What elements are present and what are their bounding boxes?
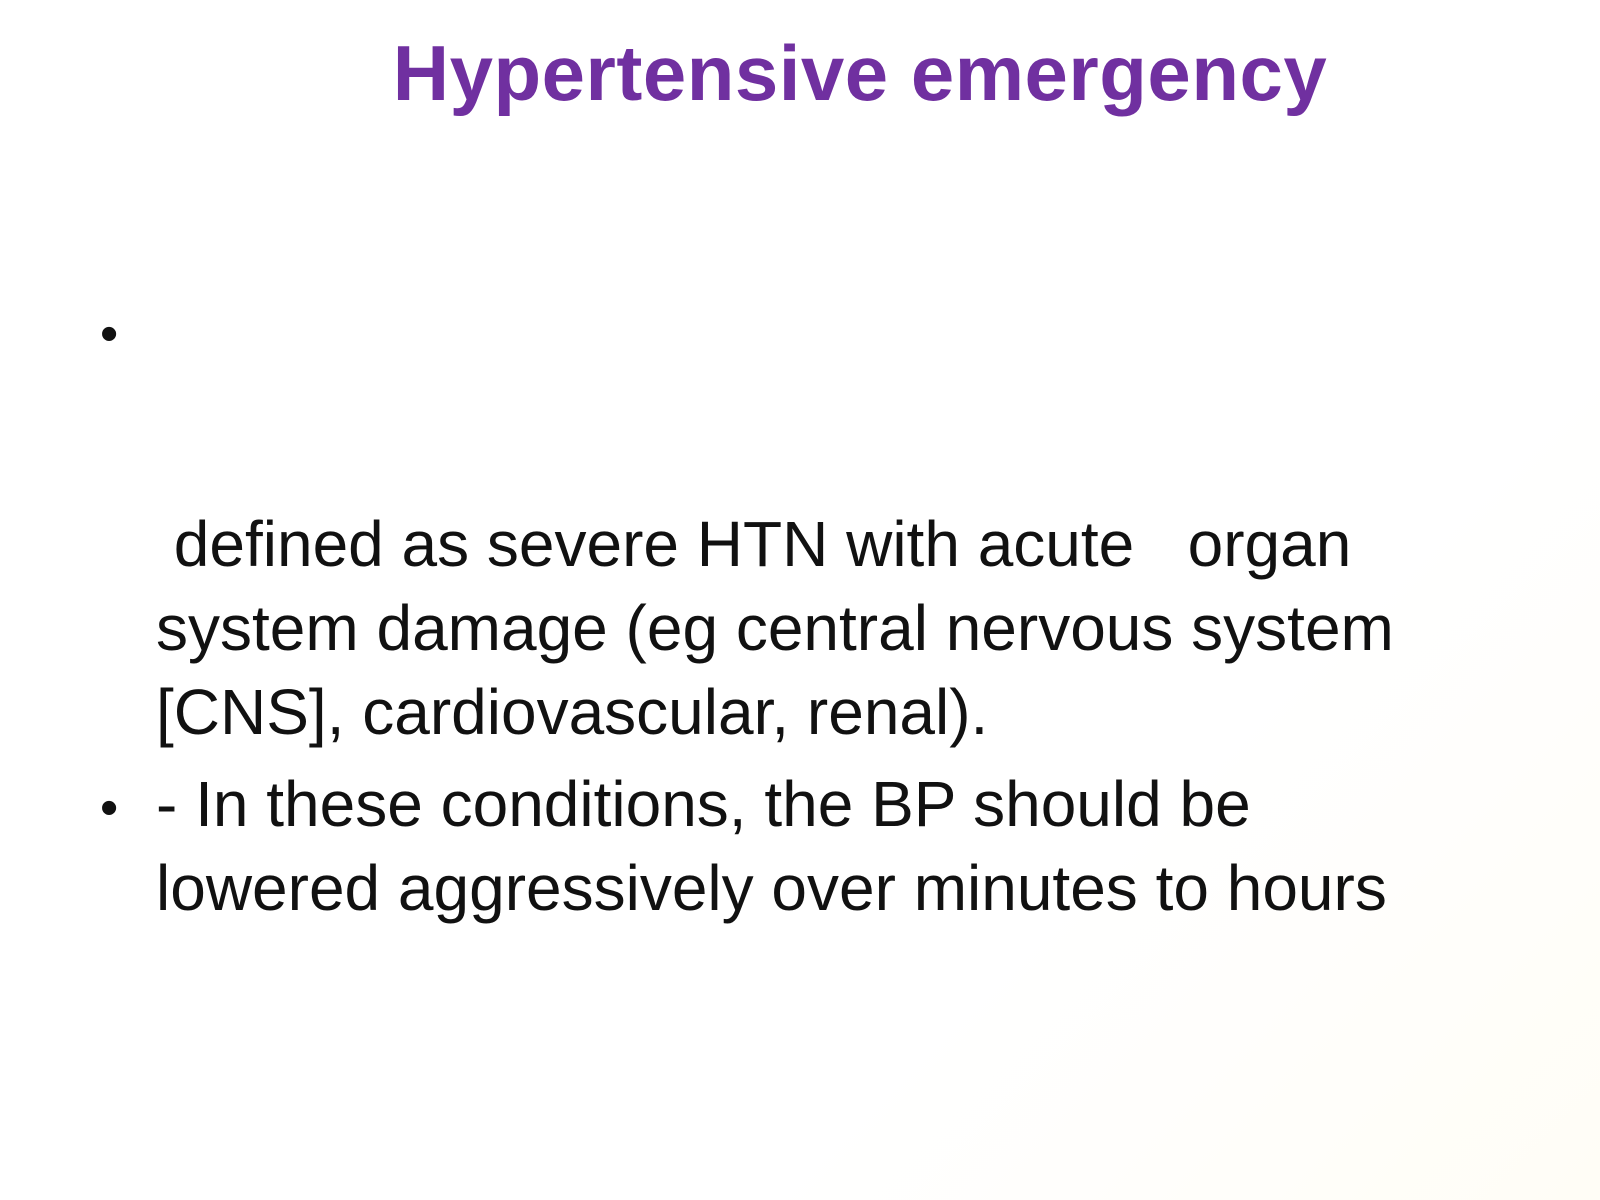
bullet-text (156, 290, 1532, 754)
bullet-list (92, 290, 1532, 930)
bullet-dot-icon: • (100, 305, 119, 363)
bullet-item (92, 762, 1532, 930)
bullet-dot-icon: • (100, 779, 119, 837)
bullet-item (92, 290, 1532, 754)
bullet-line: lowered aggressively over minutes to hours (156, 852, 1387, 924)
bullet-line: - In these conditions, the BP should be (156, 768, 1251, 840)
bullet-line: [CNS], cardiovascular, renal). (156, 676, 989, 748)
bullet-line: system damage (eg central nervous system (156, 592, 1394, 664)
bullet-line: defined as severe HTN with acute organ (156, 508, 1352, 580)
bullet-text (156, 762, 1532, 930)
slide-title: Hypertensive emergency (392, 29, 1328, 117)
